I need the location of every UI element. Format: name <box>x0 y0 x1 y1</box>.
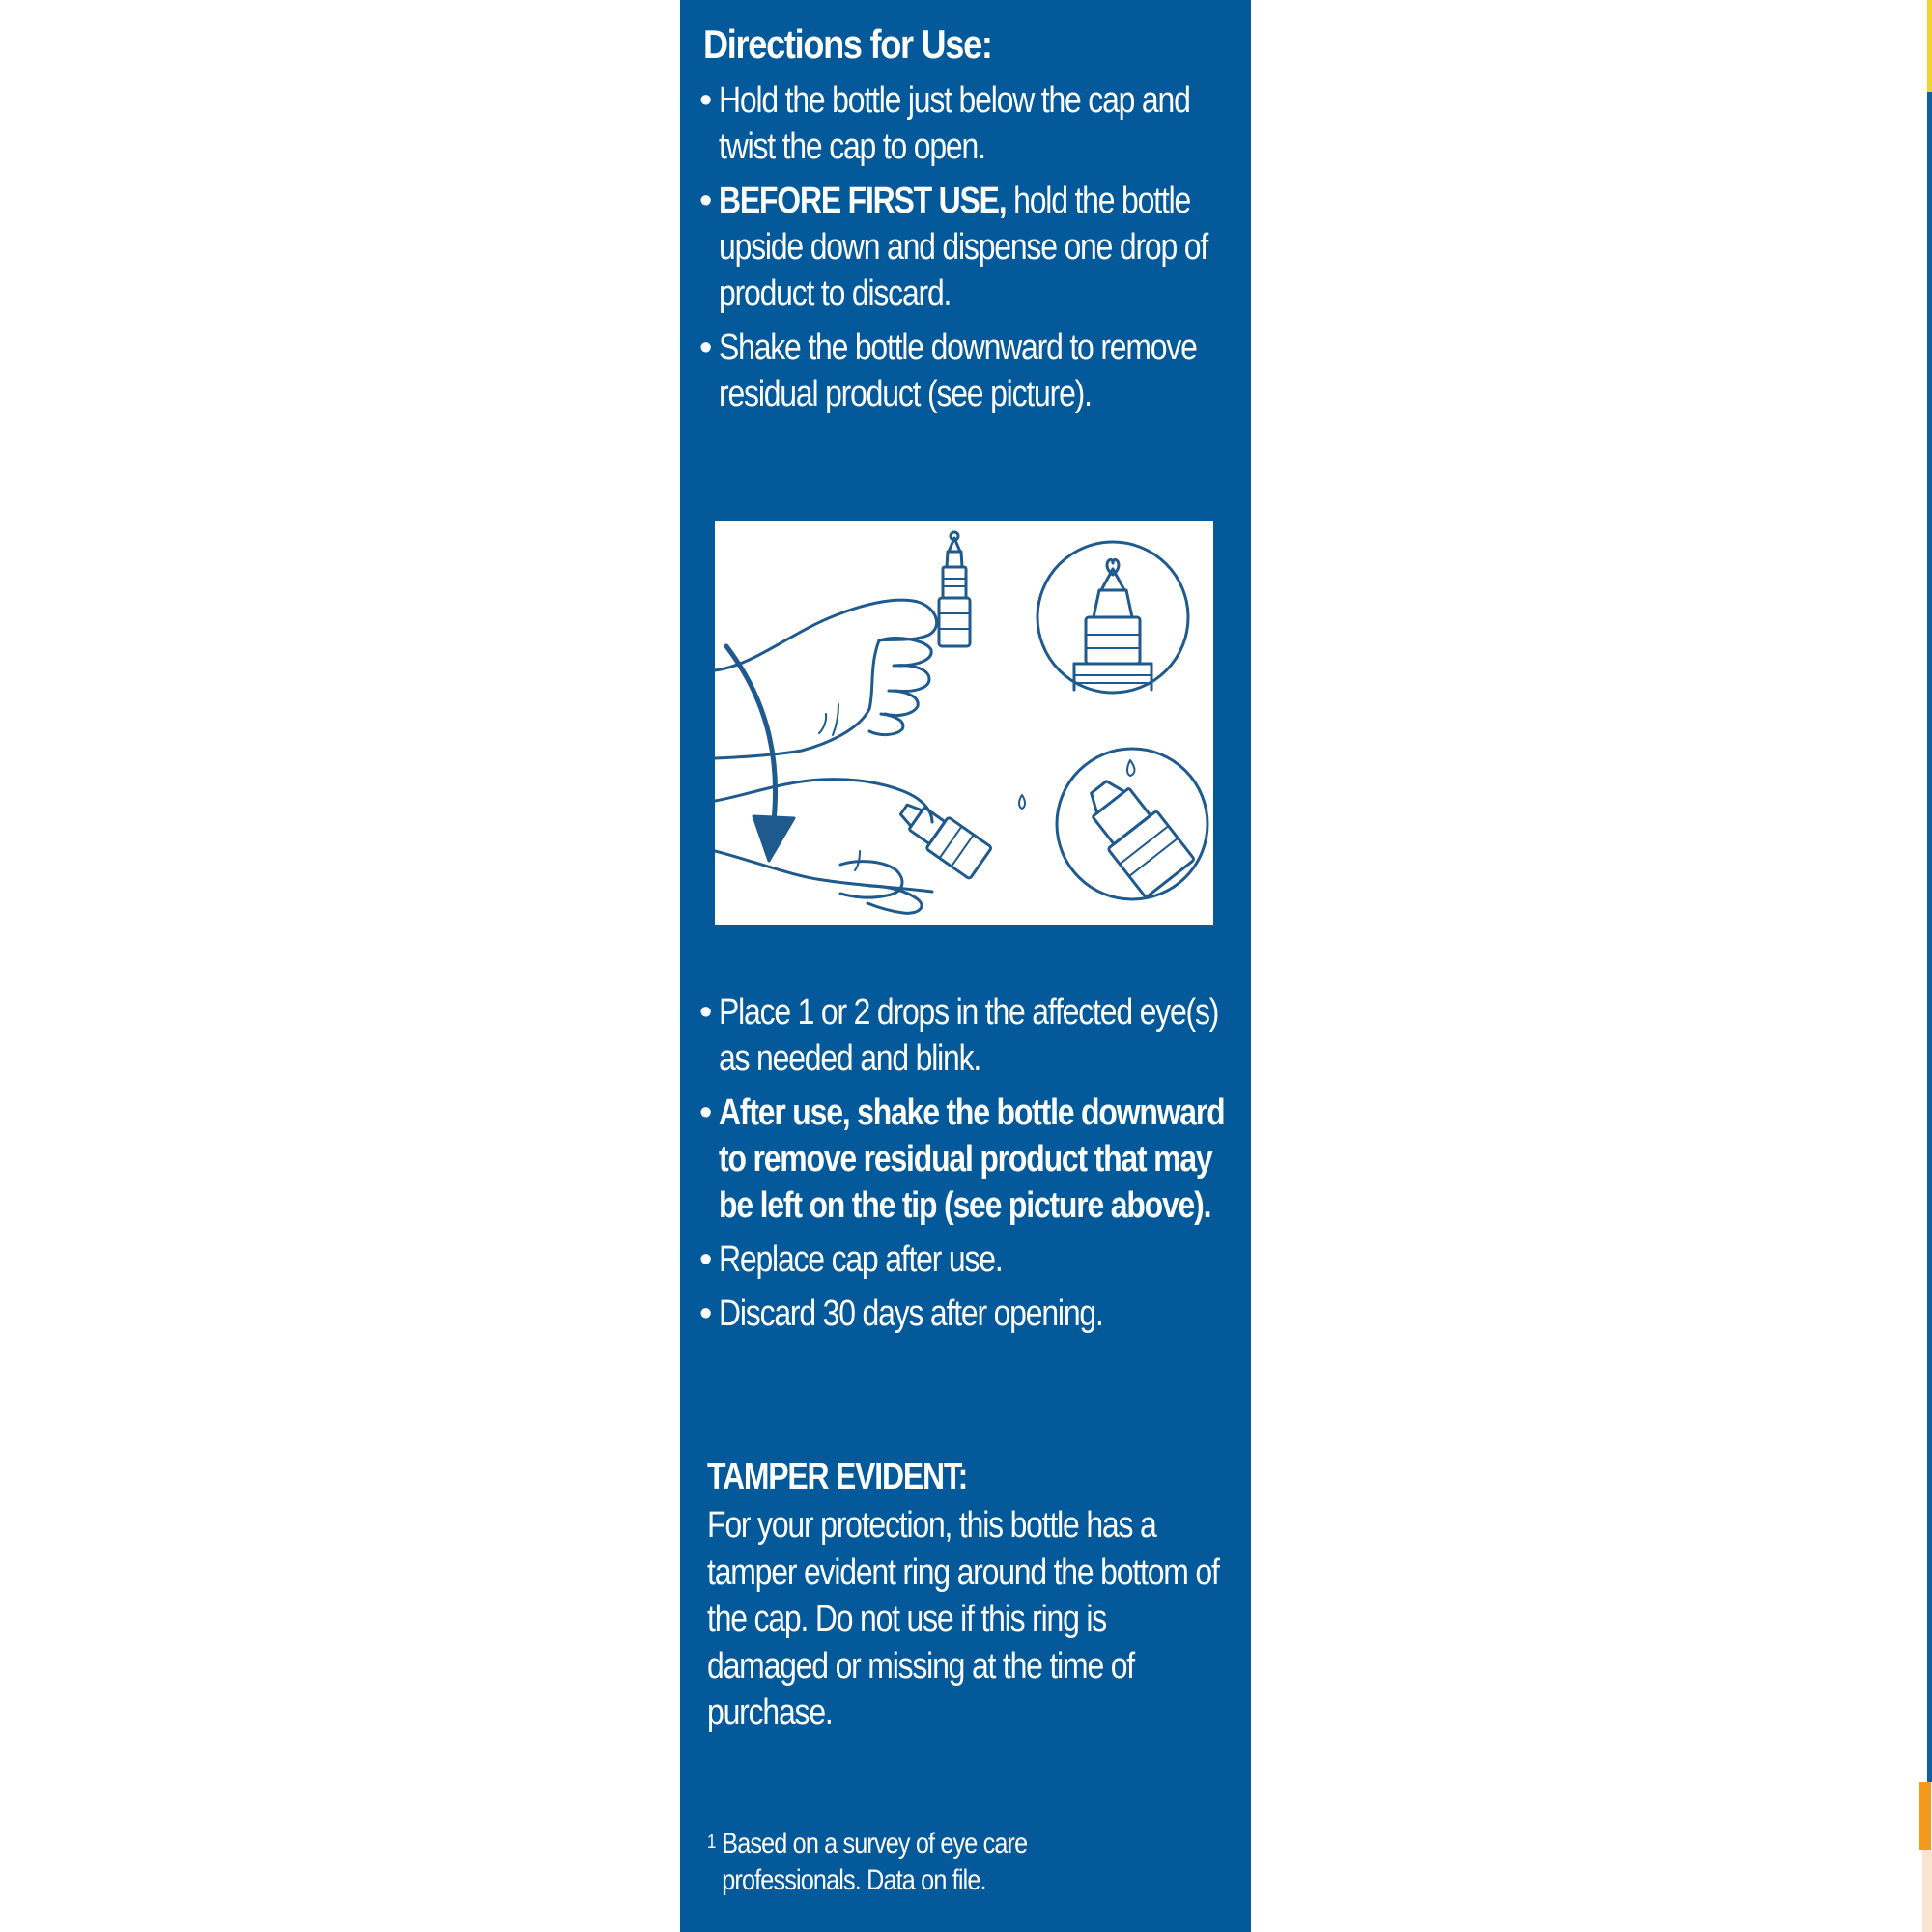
direction-text: Shake the bottle downward to remove residual product (see picture). <box>719 327 1197 414</box>
footnote <box>707 1826 1194 1899</box>
box-edge-orange <box>1919 1782 1931 1850</box>
hand-holding-bottle-icon <box>715 532 970 758</box>
bottle-tip-closeup-icon <box>1037 542 1188 693</box>
direction-text: Discard 30 days after opening. <box>719 1293 1103 1334</box>
footnote-marker: 1 <box>707 1832 716 1853</box>
direction-bold: After use, shake the bottle downward to remove residual product that may be left on the tip (see picture above). <box>719 1093 1225 1226</box>
box-edge-blue <box>1927 92 1932 1782</box>
directions-panel <box>680 0 1251 1932</box>
direction-text: hold the bottle upside down and dispense one drop of product to discard. <box>719 181 1208 314</box>
usage-illustration <box>715 521 1213 925</box>
direction-bold: BEFORE FIRST USE, <box>719 181 1007 221</box>
directions-list-after <box>699 989 1240 1345</box>
directions-heading: Directions for Use: <box>703 21 992 67</box>
direction-item <box>699 1291 1240 1337</box>
direction-item <box>699 1090 1240 1229</box>
dispensing-drop-closeup-icon <box>1057 749 1208 899</box>
direction-item <box>699 77 1240 170</box>
direction-text: Replace cap after use. <box>719 1239 1003 1280</box>
footnote-text: Based on a survey of eye care professionals. Data on file. <box>722 1828 1028 1896</box>
tamper-evident-text: For your protection, this bottle has a tamper evident ring around the bottom of the cap. Do not use if this ring is damaged or missing at the time of purchase. <box>707 1505 1219 1733</box>
tamper-evident-title: TAMPER EVIDENT: <box>707 1457 968 1497</box>
box-edge-cream <box>1922 1850 1932 1932</box>
directions-list-before <box>699 77 1240 425</box>
direction-text: Place 1 or 2 drops in the affected eye(s) as needed and blink. <box>719 992 1219 1079</box>
box-edge-yellow <box>1927 0 1932 92</box>
direction-item <box>699 1236 1240 1283</box>
hand-tilting-bottle-icon <box>715 780 1025 914</box>
direction-item <box>699 325 1240 417</box>
direction-item <box>699 178 1240 317</box>
direction-text: Hold the bottle just below the cap and twist the cap to open. <box>719 80 1190 167</box>
direction-item <box>699 989 1240 1082</box>
